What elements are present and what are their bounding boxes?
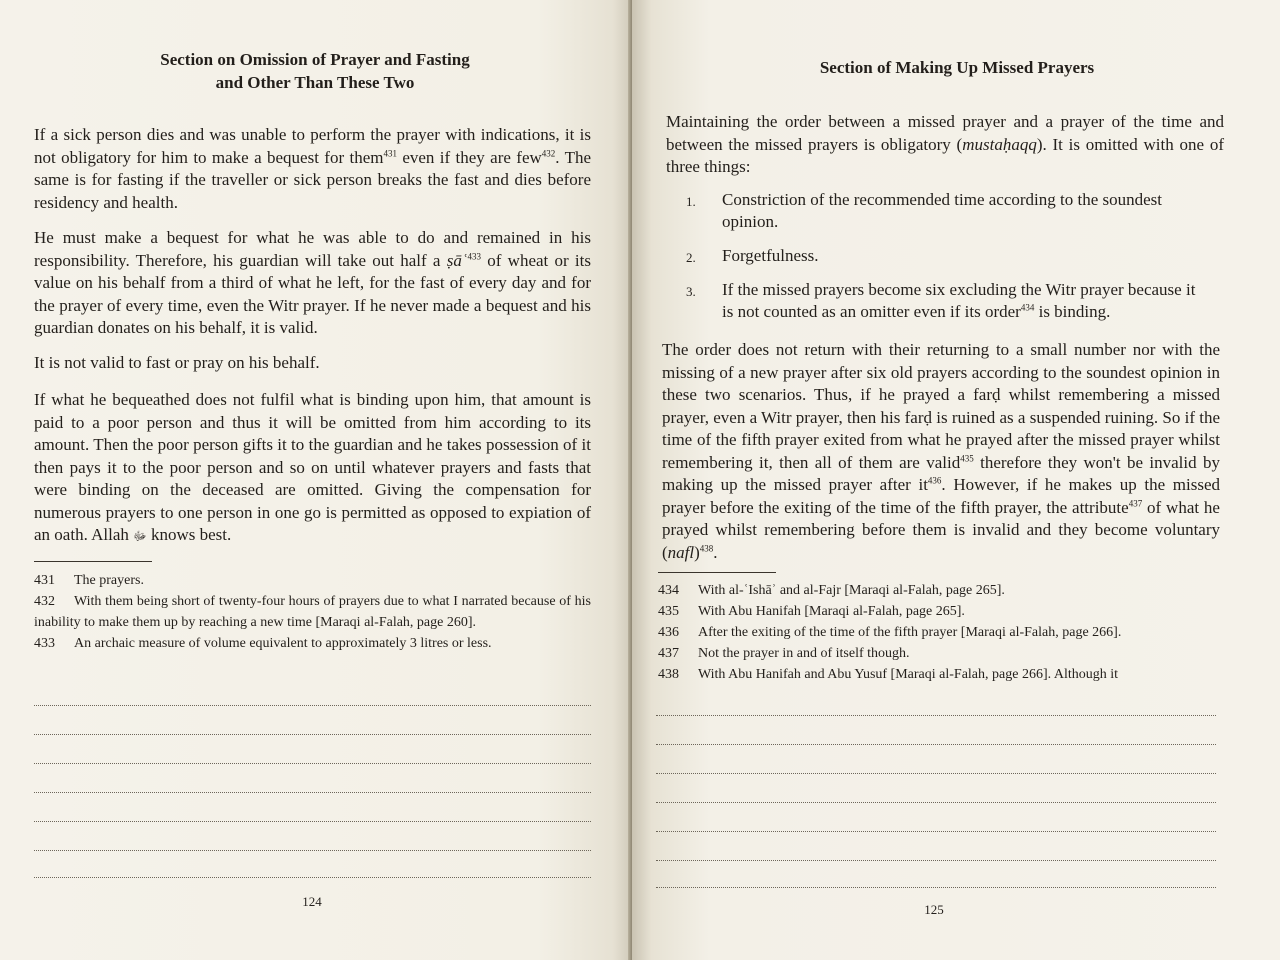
left-heading-line-1: Section on Omission of Prayer and Fasting bbox=[160, 50, 470, 69]
right-p-text-5: ) bbox=[694, 542, 700, 562]
footnote-num: 432 bbox=[34, 594, 55, 609]
footnote-ref-436[interactable]: 436 bbox=[927, 475, 942, 486]
left-p1-text-c: . The same is for fasting if the traveller or sick person breaks the fast and dies before residency and health. bbox=[34, 147, 592, 212]
footnote-435 bbox=[658, 601, 1218, 622]
note-line bbox=[34, 676, 591, 706]
footnote-num: 433 bbox=[34, 636, 55, 651]
footnote-438 bbox=[658, 664, 1218, 685]
left-p2-text-a: He must make a bequest for what he was able to do and remained in his responsibility. Therefore, his guardian will take out half a bbox=[34, 228, 591, 270]
omission-list bbox=[666, 189, 1206, 335]
list-item-text: Constriction of the recommended time according to the soundest opinion. bbox=[722, 190, 1162, 231]
right-p-text-4: of what he prayed whilst remembering before them is invalid and they become voluntary ( bbox=[662, 497, 1220, 562]
right-p-text-3: . However, if he makes up the missed prayer before the exiting of the time of the fifth prayer, the attribute bbox=[662, 475, 1220, 517]
left-paragraph-2 bbox=[34, 227, 591, 340]
right-p-text-6: . bbox=[713, 542, 718, 562]
page-number-right: 125 bbox=[924, 902, 944, 917]
footnote-436 bbox=[658, 622, 1218, 643]
footnote-433 bbox=[34, 633, 591, 654]
page-number-left: 124 bbox=[302, 894, 322, 909]
footnote-text: An archaic measure of volume equivalent to approximately 3 litres or less. bbox=[74, 636, 492, 651]
list-item bbox=[666, 245, 1206, 267]
note-line bbox=[34, 848, 591, 878]
note-line bbox=[34, 705, 591, 735]
left-footnote-rule bbox=[34, 561, 152, 562]
note-line bbox=[656, 715, 1216, 745]
allah-honorific-glyph: ﷻ bbox=[133, 529, 147, 543]
note-line bbox=[656, 831, 1216, 861]
footnote-ref-432[interactable]: 432 bbox=[541, 147, 556, 158]
term-nafl: nafl bbox=[667, 542, 695, 562]
left-heading-line-2: and Other Than These Two bbox=[215, 73, 415, 92]
term-mustahaqq: mustaḥaqq bbox=[962, 134, 1037, 154]
footnote-ref-434[interactable]: 434 bbox=[1020, 302, 1035, 313]
footnote-ref-433[interactable]: 433 bbox=[467, 250, 481, 261]
left-p4-text-b: knows best. bbox=[146, 525, 232, 544]
note-line bbox=[34, 792, 591, 822]
footnote-text: With Abu Hanifah [Maraqi al-Falah, page 265]. bbox=[698, 604, 965, 619]
note-line bbox=[656, 773, 1216, 803]
footnote-text: With al-ʿIshāʾ and al-Fajr [Maraqi al-Falah, page 265]. bbox=[698, 583, 1005, 598]
left-p1-text-b: even if they are few bbox=[396, 147, 542, 167]
footnote-437 bbox=[658, 643, 1218, 664]
footnote-ref-437[interactable]: 437 bbox=[1128, 497, 1143, 508]
footnote-434 bbox=[658, 580, 1218, 601]
note-line bbox=[656, 802, 1216, 832]
right-footnotes bbox=[658, 580, 1218, 685]
footnote-text: After the exiting of the time of the fifth prayer [Maraqi al-Falah, page 266]. bbox=[698, 625, 1122, 640]
list-item-text: Forgetfulness. bbox=[722, 246, 819, 265]
footnote-num: 438 bbox=[658, 667, 679, 682]
footnote-ref-438[interactable]: 438 bbox=[699, 542, 714, 553]
footnote-num: 436 bbox=[658, 625, 679, 640]
footnote-num: 431 bbox=[34, 573, 55, 588]
list-number: 1. bbox=[686, 194, 696, 209]
list-item bbox=[666, 279, 1206, 323]
left-paragraph-3: It is not valid to fast or pray on his behalf. bbox=[34, 353, 320, 372]
left-p4-text-a: If what he bequeathed does not fulfil what is binding upon him, that amount is paid to a poor person and thus it will be omitted from him according to its amount. Then the poor person gifts it to the guardian and he takes possession of it then pays it to the poor person and so on until whatever prayers and fasts that were binding on the deceased are omitted. Giving the compensation for numerous prayers to one person in one go is permitted as opposed to expiation of an oath. Allah bbox=[34, 390, 591, 544]
left-p1-text-a: If a sick person dies and was unable to perform the prayer with indications, it is not obligatory for him to make a bequest for them bbox=[34, 125, 591, 167]
footnote-num: 435 bbox=[658, 604, 679, 619]
footnote-text: Not the prayer in and of itself though. bbox=[698, 646, 910, 661]
left-p2-text-b: of wheat or its value on his behalf from a third of what he left, for the fast of every day and for the prayer of every time, even the Witr prayer. If he never made a bequest and his guardian donates on his behalf, it is valid. bbox=[34, 250, 591, 337]
list-item-text: If the missed prayers become six excluding the Witr prayer because it is not counted as an omitter even if its order bbox=[722, 280, 1196, 321]
note-line bbox=[656, 686, 1216, 716]
note-line bbox=[656, 858, 1216, 888]
note-line bbox=[34, 821, 591, 851]
footnote-431 bbox=[34, 570, 591, 591]
right-page bbox=[632, 0, 1280, 960]
right-footnote-rule bbox=[658, 572, 776, 573]
footnote-text: With them being short of twenty-four hours of prayers due to what I narrated because of his inability to make them up by reaching a new time [Maraqi al-Falah, page 260]. bbox=[34, 594, 591, 630]
note-line bbox=[656, 744, 1216, 774]
footnote-ref-431[interactable]: 431 bbox=[383, 147, 397, 158]
footnote-ref-435[interactable]: 435 bbox=[960, 452, 974, 463]
footnote-432 bbox=[34, 591, 591, 633]
right-p-text-1: The order does not return with their returning to a small number nor with the missing of a new prayer after six old prayers according to the soundest opinion in these two scenarios. Thus, if he prayed a farḍ whilst remembering a missed prayer, even a Witr prayer, then his farḍ is ruined as a suspended ruining. So if the time of the fifth prayer exited from what he prayed after the missed prayer whilst remembering it, then all of them are valid bbox=[662, 340, 1221, 472]
note-line bbox=[34, 734, 591, 764]
list-item bbox=[666, 189, 1206, 233]
right-section-heading: Section of Making Up Missed Prayers bbox=[819, 58, 1095, 77]
right-intro-text-b: ). It is omitted with one of three things: bbox=[666, 134, 1224, 176]
right-main-paragraph bbox=[662, 339, 1220, 564]
right-intro-text-a: Maintaining the order between a missed prayer and a prayer of the time and between the missed prayers is obligatory ( bbox=[666, 112, 1224, 154]
left-page bbox=[0, 0, 632, 960]
list-number: 3. bbox=[686, 284, 696, 299]
note-line bbox=[34, 763, 591, 793]
right-p-text-2: therefore they won't be invalid by making up the missed prayer after it bbox=[662, 452, 1220, 494]
list-number: 2. bbox=[686, 250, 696, 265]
term-sa: ṣāʿ bbox=[446, 250, 468, 270]
left-paragraph-4 bbox=[34, 389, 591, 548]
footnote-text: The prayers. bbox=[74, 573, 144, 588]
footnote-num: 437 bbox=[658, 646, 679, 661]
footnote-text: With Abu Hanifah and Abu Yusuf [Maraqi al-Falah, page 266]. Although it bbox=[698, 667, 1119, 682]
right-intro-paragraph bbox=[666, 111, 1224, 179]
left-footnotes bbox=[34, 570, 591, 654]
left-section-heading bbox=[60, 48, 570, 94]
left-paragraph-1 bbox=[34, 124, 591, 214]
footnote-num: 434 bbox=[658, 583, 679, 598]
list-item-text-end: is binding. bbox=[1034, 302, 1111, 321]
